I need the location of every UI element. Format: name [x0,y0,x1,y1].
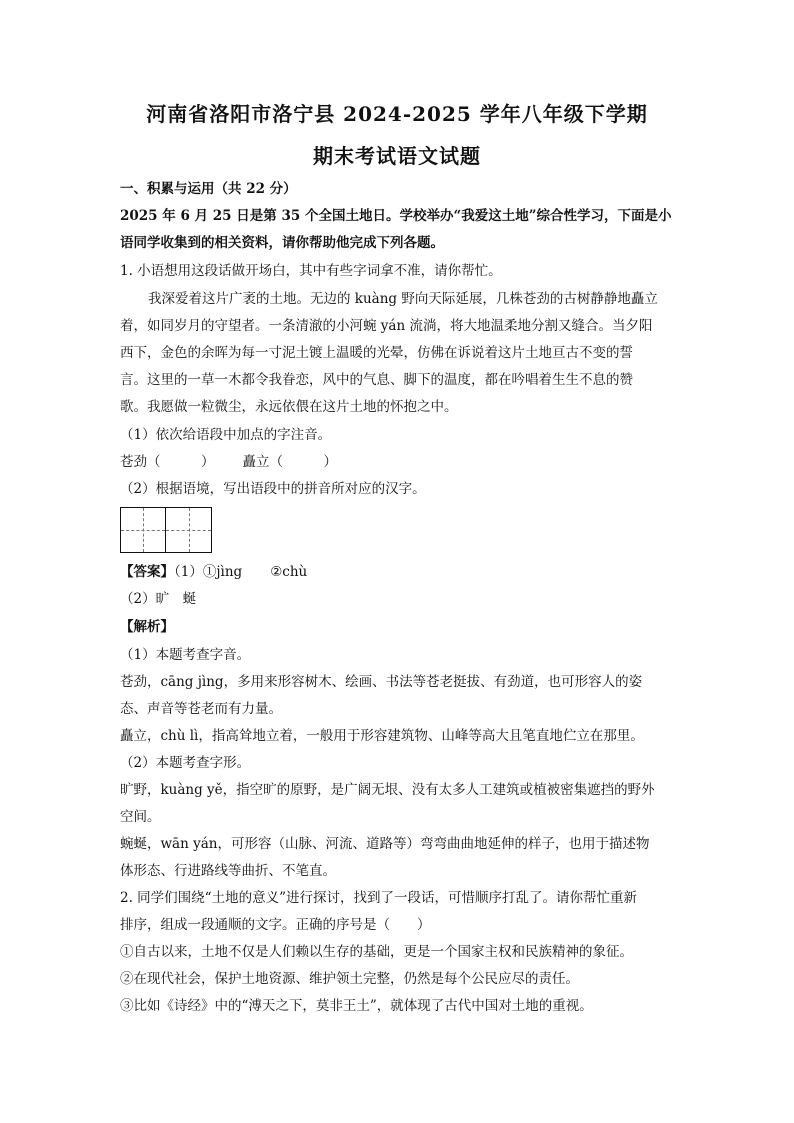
analysis-label: 【解析】 [120,619,174,635]
answer-line-2: （2）旷 蜒 [120,591,197,607]
answer-1-first: （1）①jìng [174,564,243,580]
passage-line-2: 着，如同岁月的守望者。一条清澈的小河蜿 yán 流淌，将大地温柔地分割又缝合。当夕阳 [120,318,653,334]
analysis-p3: 矗立，chù lì，指高耸地立着，一般用于形容建筑物、山峰等高大且笔直地伫立在那里。 [120,728,644,744]
q2-stem-a: 2. 同学们围绕“土地的意义”进行探讨，找到了一段话，可惜顺序打乱了。请你帮忙重新 [120,890,637,906]
q2-item-2: ②在现代社会，保护土地资源、维护领土完整，仍然是每个公民应尽的责任。 [120,971,579,987]
q1-blanks [120,453,680,471]
q1-stem: 1. 小语想用这段话做开场白，其中有些字词拿不准，请你帮忙。 [120,263,502,279]
answer-line-1 [120,563,680,581]
section-heading: 一、积累与运用（共 22 分） [120,181,297,197]
analysis-p5a: 旷野，kuàng yě，指空旷的原野，是广阔无垠、没有太多人工建筑或植被密集遮挡的野外 [120,782,655,798]
passage-line-4: 言。这里的一草一木都令我眷恋，风中的气息、脚下的温度，都在吟唱着生生不息的赞 [120,372,633,388]
title-line-2: 期末考试语文试题 [313,144,481,168]
analysis-p2a: 苍劲，cāng jìng，多用来形容树木、绘画、书法等苍老挺拔、有劲道，也可形容人的姿 [120,674,643,690]
answer-1-second: ②chù [270,564,308,580]
answer-label: 【答案】 [120,564,174,580]
analysis-p6b: 体形态、行进路线等曲折、不笔直。 [120,863,336,879]
q2-item-1: ①自古以来，土地不仅是人们赖以生存的基础，更是一个国家主权和民族精神的象征。 [120,944,633,960]
analysis-p5b: 空间。 [120,809,161,825]
analysis-p2b: 态、声音等苍老而有力量。 [120,701,282,717]
blank-chuli[interactable]: 矗立（ ） [242,454,337,470]
blank-canjin[interactable]: 苍劲（ ） [120,454,215,470]
tianzige-writing-grid[interactable] [120,507,214,553]
passage-line-3: 西下，金色的余晖为每一寸泥土镀上温暖的光晕，仿佛在诉说着这片土地亘古不变的誓 [120,345,633,361]
intro-line-2: 语同学收集到的相关资料，请你帮助他完成下列各题。 [120,235,444,251]
intro-line-1: 2025 年 6 月 25 日是第 35 个全国土地日。学校举办“我爱这土地”综合性学习，下面是小 [120,208,672,224]
analysis-p4: （2）本题考查字形。 [120,755,251,771]
passage-line-1: 我深爱着这片广袤的土地。无边的 kuàng 野向天际延展，几株苍劲的古树静静地矗立 [148,291,658,307]
q1-sub2: （2）根据语境，写出语段中的拼音所对应的汉字。 [120,481,426,497]
passage-line-5: 歌。我愿做一粒微尘，永远依偎在这片土地的怀抱之中。 [120,399,458,415]
q1-sub1: （1）依次给语段中加点的字注音。 [120,427,332,443]
q2-stem-b: 排序，组成一段通顺的文字。正确的序号是（ ） [120,917,431,933]
writing-cell-1[interactable] [120,507,166,553]
writing-cell-2[interactable] [166,507,212,553]
analysis-p6a: 蜿蜒，wān yán，可形容（山脉、河流、道路等）弯弯曲曲地延伸的样子，也用于描述物 [120,836,650,852]
q2-item-3: ③比如《诗经》中的“溥天之下，莫非王土”，就体现了古代中国对土地的重视。 [120,998,593,1014]
title-line-1: 河南省洛阳市洛宁县 2024-2025 学年八年级下学期 [146,102,648,126]
analysis-p1: （1）本题考查字音。 [120,647,251,663]
